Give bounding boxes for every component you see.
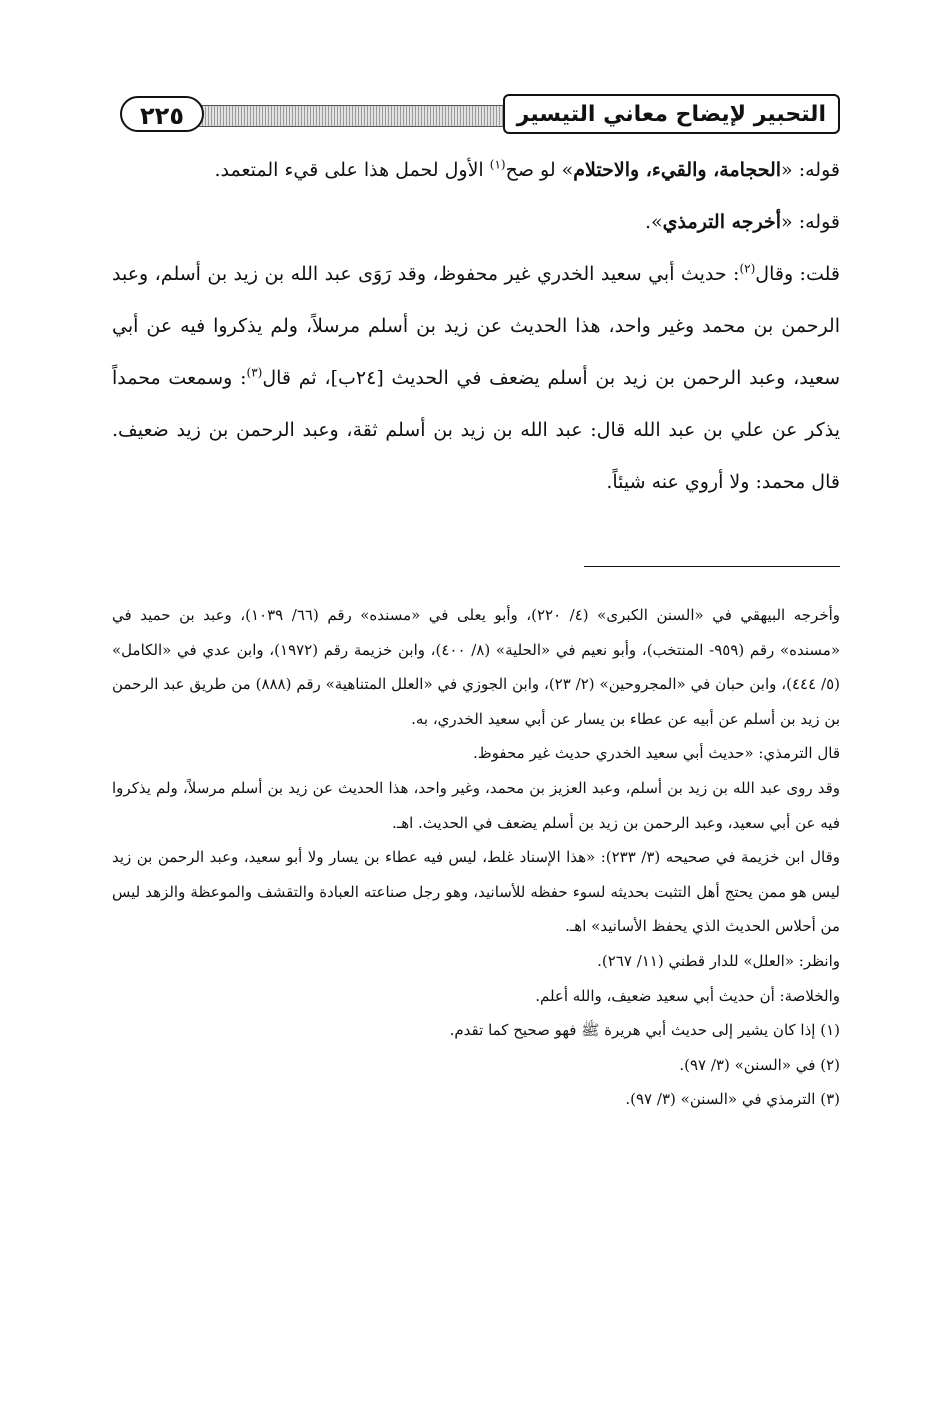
paragraph-text: الأول لحمل هذا على قيء المتعمد. — [214, 159, 490, 181]
footnote-separator — [584, 566, 840, 567]
paragraph-text: قلت: وقال — [755, 263, 840, 285]
footnote-2: (٢) في «السنن» (٣/ ٩٧). — [679, 1055, 840, 1074]
footnote-paragraph: وأخرجه البيهقي في «السنن الكبرى» (٤/ ٢٢٠)، وأبو يعلى في «مسنده» رقم (٦٦/ ١٠٣٩)، وعبد بن حميد في «مسنده» رقم (٩٥٩- المنتخب)، وأبو نعيم في «الحلية» (٨/ ٤٠٠)، وابن خزيمة رقم (١٩٧٢)، وابن عدي في «الكامل» (٥/ ٤٤٤)، وابن حبان في «المجروحين» (٢/ ٢٣)، وابن الجوزي في «العلل المتناهية» رقم (٨٨٨) من طريق عبد الرحمن بن زيد بن أسلم عن أبيه عن عطاء بن يسار عن أبي سعيد الخدري، به. — [112, 606, 841, 728]
quoted-term: أخرجه الترمذي — [662, 211, 782, 233]
footnote-paragraph: وقد روى عبد الله بن زيد بن أسلم، وعبد العزيز بن محمد، وغير واحد، هذا الحديث عن زيد بن أسلم مرسلاً، ولم يذكروا فيه عن أبي سعيد، وعبد الرحمن بن زيد بن أسلم يضعف في الحديث. اهـ. — [112, 778, 840, 832]
page-number: ٢٢٥ — [120, 96, 204, 132]
quoted-term: الحجامة، والقيء، والاحتلام — [573, 159, 782, 181]
footnotes-section — [112, 598, 840, 1117]
paragraph-text: : حديث أبي سعيد الخدري غير محفوظ، وقد رَوَى عبد الله بن زيد بن أسلم، وعبد الرحمن بن محمد وغير واحد، هذا الحديث عن زيد بن أسلم مرسلاً، ولم يذكروا فيه عن أبي سعيد، وعبد الرحمن بن زيد بن أسلم يضعف في الحديث [٢٤ب]، ثم قال — [112, 263, 841, 389]
paragraph-text: : وسمعت محمداً يذكر عن علي بن عبد الله قال: عبد الله بن زيد بن أسلم ثقة، وعبد الرحمن بن زيد ضعيف. قال محمد: ولا أروي عنه شيئاً. — [112, 367, 840, 493]
footnote-paragraph: والخلاصة: أن حديث أبي سعيد ضعيف، والله أعلم. — [535, 986, 840, 1005]
footnote-paragraph: وانظر: «العلل» للدار قطني (١١/ ٢٦٧). — [597, 951, 840, 970]
quote-suffix: ». — [645, 211, 663, 233]
main-paragraph-1 — [112, 144, 840, 196]
footnote-1: (١) إذا كان يشير إلى حديث أبي هريرة ﷺ فهو صحيح كما تقدم. — [449, 1021, 840, 1040]
running-header — [112, 92, 840, 138]
book-title: التحبير لإيضاح معاني التيسير — [503, 94, 840, 134]
quote-middle: » لو صح — [505, 159, 574, 181]
quote-prefix: قوله: « — [781, 211, 840, 233]
main-paragraph-2 — [112, 196, 840, 248]
main-paragraph-3 — [112, 248, 840, 508]
main-text — [112, 144, 840, 508]
footnote-ref-2[interactable]: (٢) — [739, 261, 756, 276]
footnote-3: (٣) الترمذي في «السنن» (٣/ ٩٧). — [625, 1090, 840, 1109]
footnote-ref-3[interactable]: (٣) — [246, 365, 263, 380]
footnote-paragraph: وقال ابن خزيمة في صحيحه (٣/ ٢٣٣): «هذا الإسناد غلط، ليس فيه عطاء بن يسار ولا أبو سعيد، وعبد الرحمن بن زيد ليس هو ممن يحتج أهل التثبت بحديثه لسوء حفظه للأسانيد، وهو رجل صناعته العبادة والتقشف والموعظة والزهد ليس من أحلاس الحديث الذي يحفظ الأسانيد» اهـ. — [112, 848, 840, 936]
footnote-ref-1[interactable]: (١) — [489, 157, 506, 172]
footnote-paragraph: قال الترمذي: «حديث أبي سعيد الخدري حديث غير محفوظ. — [473, 744, 840, 763]
quote-prefix: قوله: « — [781, 159, 840, 181]
